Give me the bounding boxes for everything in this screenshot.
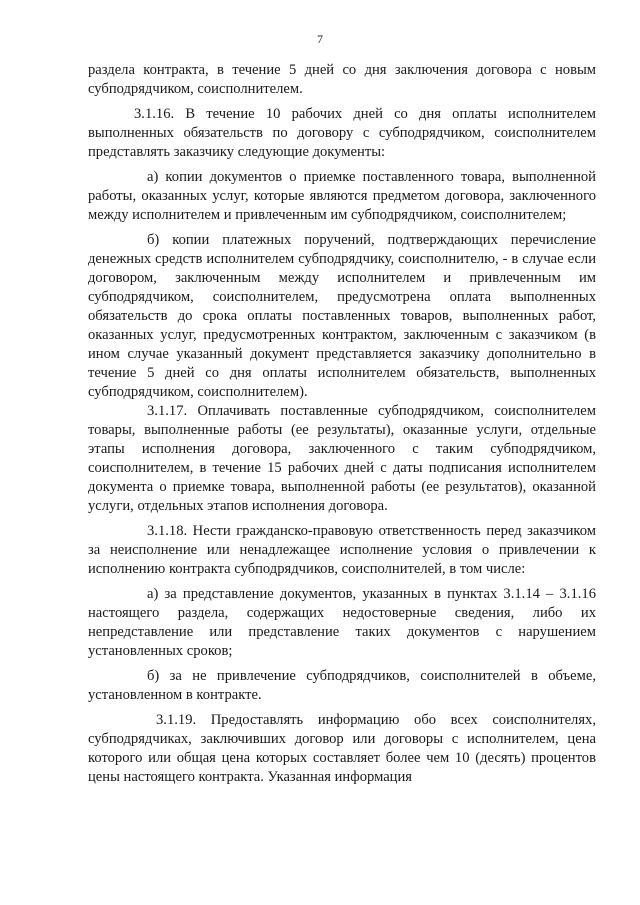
paragraph-3-1-19: 3.1.19. Предоставлять информацию обо всех соисполнителях, субподрядчиках, заключивших договор или договоры с исполнителем, цена которого или общая цена которых составляет более чем 10 (десять) процентов цены настоящего контракта. Указанная информация [88, 712, 596, 785]
paragraph-item-a: а) копии документов о приемке поставленного товара, выполненной работы, оказанных услуг, которые являются предметом договора, заключенного между исполнителем и привлеченным им субподрядчиком, соисполнителем; [88, 169, 596, 223]
paragraph-item-b: б) копии платежных поручений, подтверждающих перечисление денежных средств исполнителем субподрядчику, соисполнителю, - в случае если договором, заключенным между исполнителем и привлеченным им субподрядчиком, соисполнителем, предусмотрена оплата выполненных обязательств до срока оплаты поставленных товаров, выполненных работ, оказанных услуг, предусмотренных контрактом, заключенным с заказчиком (в ином случае указанный документ представляется заказчику дополнительно в течение 5 дней со дня оплаты исполнителем обязательств, выполненных субподрядчиком, соисполнителем). [88, 232, 596, 400]
paragraph-continuation: раздела контракта, в течение 5 дней со дня заключения договора с новым субподрядчиком, соисполнителем. [88, 62, 596, 97]
paragraph-3-1-17: 3.1.17. Оплачивать поставленные субподрядчиком, соисполнителем товары, выполненные работы (ее результаты), оказанные услуги, отдельные этапы исполнения договора, заключенного с таким субподрядчиком, соисполнителем, в течение 15 рабочих дней с даты подписания исполнителем документа о приемке товара, выполненной работы (ее результатов), оказанной услуги, отдельных этапов исполнения договора. [88, 403, 596, 514]
paragraph-3-1-18: 3.1.18. Нести гражданско-правовую ответственность перед заказчиком за неисполнение или ненадлежащее исполнение условия о привлечении к исполнению контракта субподрядчиков, соисполнителей, в том числе: [88, 523, 596, 577]
paragraph-item-b-2: б) за не привлечение субподрядчиков, соисполнителей в объеме, установленном в контракте. [88, 668, 596, 703]
document-body [88, 61, 596, 787]
paragraph-item-a-2: а) за представление документов, указанных в пунктах 3.1.14 – 3.1.16 настоящего раздела, содержащих недостоверные сведения, либо их непредставление или представление таких документов с нарушением установленных сроков; [88, 586, 596, 659]
paragraph-3-1-16: 3.1.16. В течение 10 рабочих дней со дня оплаты исполнителем выполненных обязательств по договору с субподрядчиком, соисполнителем представлять заказчику следующие документы: [88, 106, 596, 160]
page-number: 7 [317, 32, 323, 46]
